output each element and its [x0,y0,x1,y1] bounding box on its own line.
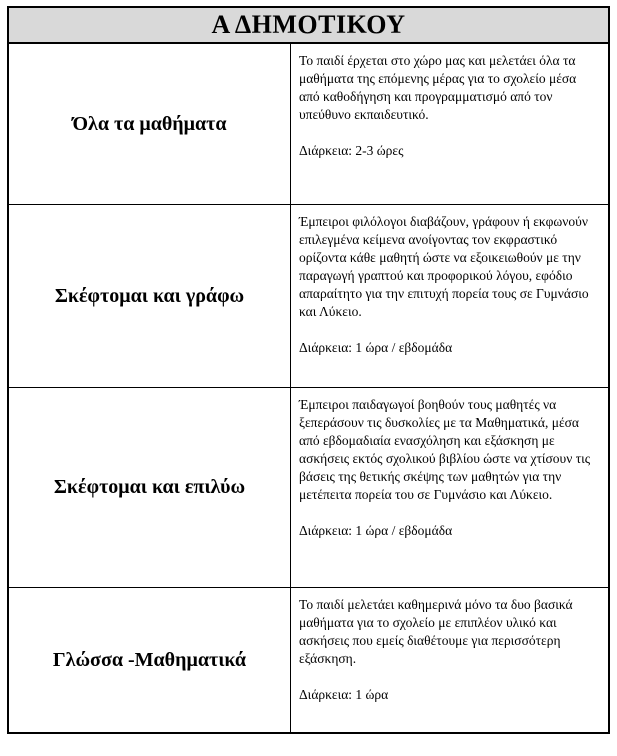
description-text: Το παιδί μελετάει καθημερινά μόνο τα δυο βασικά μαθήματα για το σχολείο με επιπλέον υλικό και ασκήσεις που εμείς διαθέτουμε για περισσότερη εξάσκηση. [299,597,573,666]
subject-title: Όλα τα μαθήματα [72,112,227,135]
subject-title: Σκέφτομαι και επιλύω [53,476,246,498]
description-text: Έμπειροι παιδαγωγοί βοηθούν τους μαθητές να ξεπεράσουν τις δυσκολίες με τα Μαθηματικά, μέσα από εβδομαδιαία ενασχόληση και εξάσκηση με ασκήσεις εκτός σχολικού βιβλίου ώστε να χτίσουν τις βάσεις της θετικής σκέψης των μαθητών για την μετέπειτα πορεία του σε Γυμνάσιο και Λύκειο. [299,397,591,502]
subject-title: Γλώσσα -Μαθηματικά [52,648,247,671]
program-table [7,6,610,734]
subject-cell [9,44,291,205]
duration-text: Διάρκεια: 1 ώρα / εβδομάδα [299,523,453,538]
table-title: Α ΔΗΜΟΤΙΚΟΥ [9,8,608,44]
description-cell [291,44,608,205]
subject-title: Σκέφτομαι και γράφω [54,284,245,307]
subject-cell [9,588,291,732]
description-cell [291,588,608,732]
description-cell [291,388,608,588]
description-cell [291,205,608,388]
description-text: Έμπειροι φιλόλογοι διαβάζουν, γράφουν ή εκφωνούν επιλεγμένα κείμενα ανοίγοντας τον εκφραστικό ορίζοντα κάθε μαθητή ώστε να εξοικειωθούν με την παραγωγή γραπτού και προφορικού λόγου, εφόδιο απαραίτητο για την επιτυχή πορεία τους σε Γυμνάσιο και Λύκειο. [299,214,589,319]
description-text: Το παιδί έρχεται στο χώρο μας και μελετάει όλα τα μαθήματα της επόμενης μέρας για το σχολείο μέσα από καθοδήγηση και προγραμματισμό από τον υπεύθυνο εκπαιδευτικό. [299,53,577,122]
duration-text: Διάρκεια: 2-3 ώρες [299,143,404,158]
duration-text: Διάρκεια: 1 ώρα / εβδομάδα [299,340,453,355]
subject-cell [9,388,291,588]
duration-text: Διάρκεια: 1 ώρα [299,687,389,702]
subject-cell [9,205,291,388]
